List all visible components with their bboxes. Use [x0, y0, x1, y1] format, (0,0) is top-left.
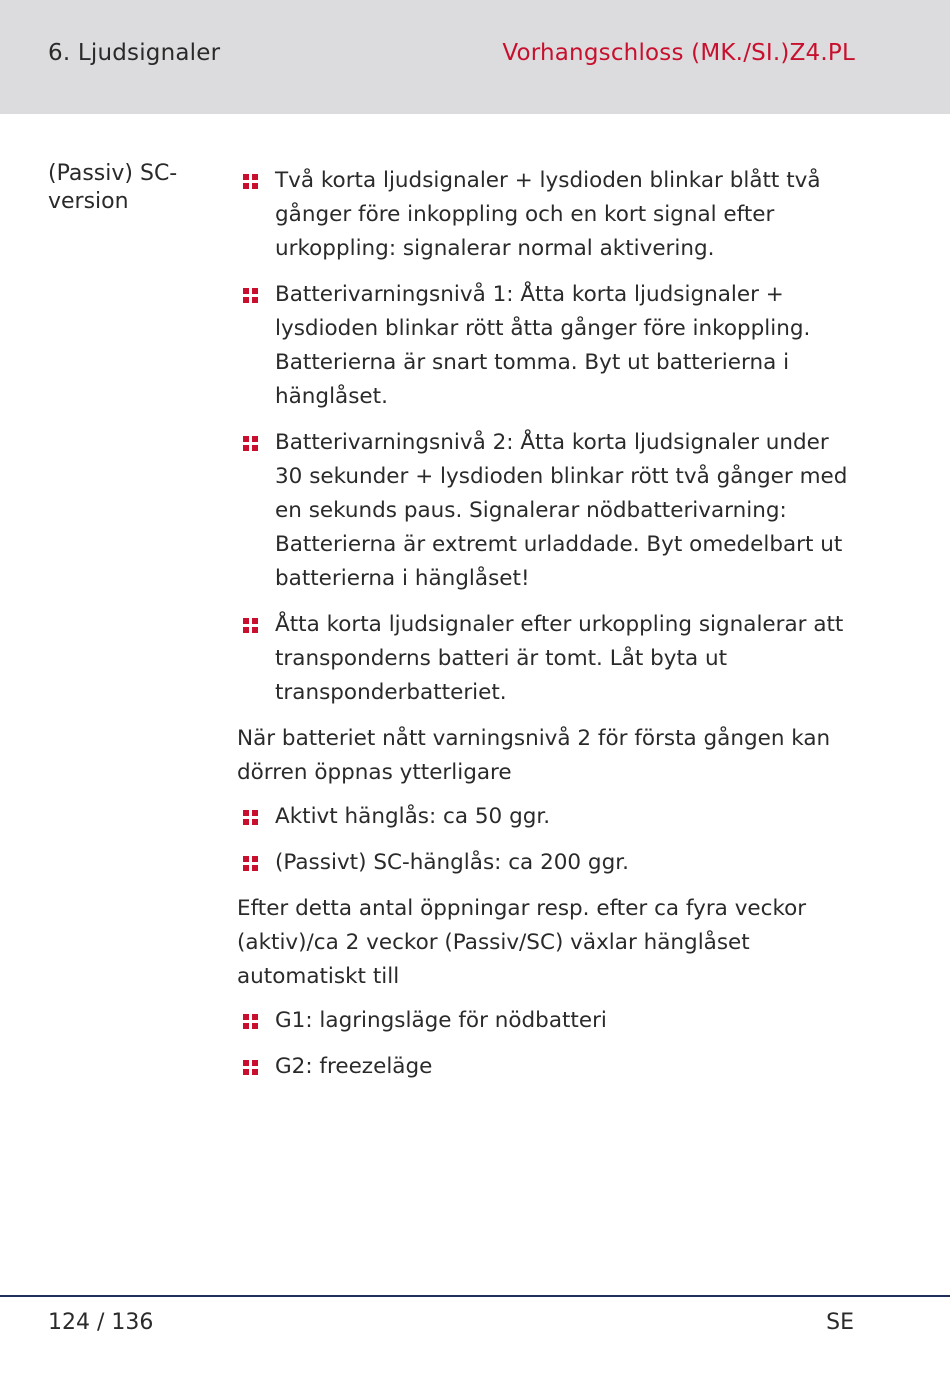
bullet-icon	[243, 856, 259, 872]
list-item	[237, 164, 857, 266]
bullet-icon	[243, 810, 259, 826]
paragraph: Efter detta antal öppningar resp. efter ca fyra veckor (aktiv)/ca 2 veckor (Passiv/SC) växlar hänglåset automatiskt till	[237, 896, 807, 989]
list-item	[237, 426, 857, 596]
bullet-icon	[243, 618, 259, 634]
bullet-icon	[243, 1060, 259, 1076]
list-item-text: G1: lagringsläge för nödbatteri	[275, 1008, 607, 1033]
list-item	[237, 1004, 857, 1038]
list-item-text: Batterivarningsnivå 1: Åtta korta ljudsignaler + lysdioden blinkar rött åtta gånger före inkoppling. Batterierna är snart tomma. Byt ut batterierna i hänglåset.	[275, 282, 811, 409]
list-item	[237, 800, 857, 834]
list-item-text: Aktivt hänglås: ca 50 ggr.	[275, 804, 551, 829]
page-number: 124 / 136	[48, 1310, 154, 1335]
paragraph: När batteriet nått varningsnivå 2 för första gången kan dörren öppnas ytterligare	[237, 726, 831, 785]
list-item-text: Två korta ljudsignaler + lysdioden blinkar blått två gånger före inkoppling och en kort signal efter urkoppling: signalerar normal aktivering.	[275, 168, 821, 261]
section-title: 6. Ljudsignaler	[48, 40, 221, 66]
footer-divider	[0, 1295, 950, 1297]
product-title: Vorhangschloss (MK./SI.)Z4.PL	[502, 40, 855, 66]
list-item-text: Batterivarningsnivå 2: Åtta korta ljudsignaler under 30 sekunder + lysdioden blinkar rött två gånger med en sekunds paus. Signalerar nödbatterivarning: Batterierna är extremt urladdade. Byt omedelbart ut batterierna i hänglåset!	[275, 430, 848, 591]
side-label: (Passiv) SC-version	[48, 161, 178, 214]
list-item	[237, 278, 857, 414]
list-item	[237, 1050, 857, 1084]
bullet-icon	[243, 288, 259, 304]
bullet-icon	[243, 1014, 259, 1030]
page-header	[0, 0, 950, 114]
bullet-icon	[243, 436, 259, 452]
list-item	[237, 846, 857, 880]
main-content	[237, 164, 857, 1096]
language-code: SE	[826, 1310, 854, 1335]
bullet-icon	[243, 174, 259, 190]
list-item-text: (Passivt) SC-hänglås: ca 200 ggr.	[275, 850, 629, 875]
list-item-text: G2: freezeläge	[275, 1054, 433, 1079]
list-item	[237, 608, 857, 710]
list-item-text: Åtta korta ljudsignaler efter urkoppling signalerar att transponderns batteri är tomt. Låt byta ut transponderbatteriet.	[275, 612, 844, 705]
